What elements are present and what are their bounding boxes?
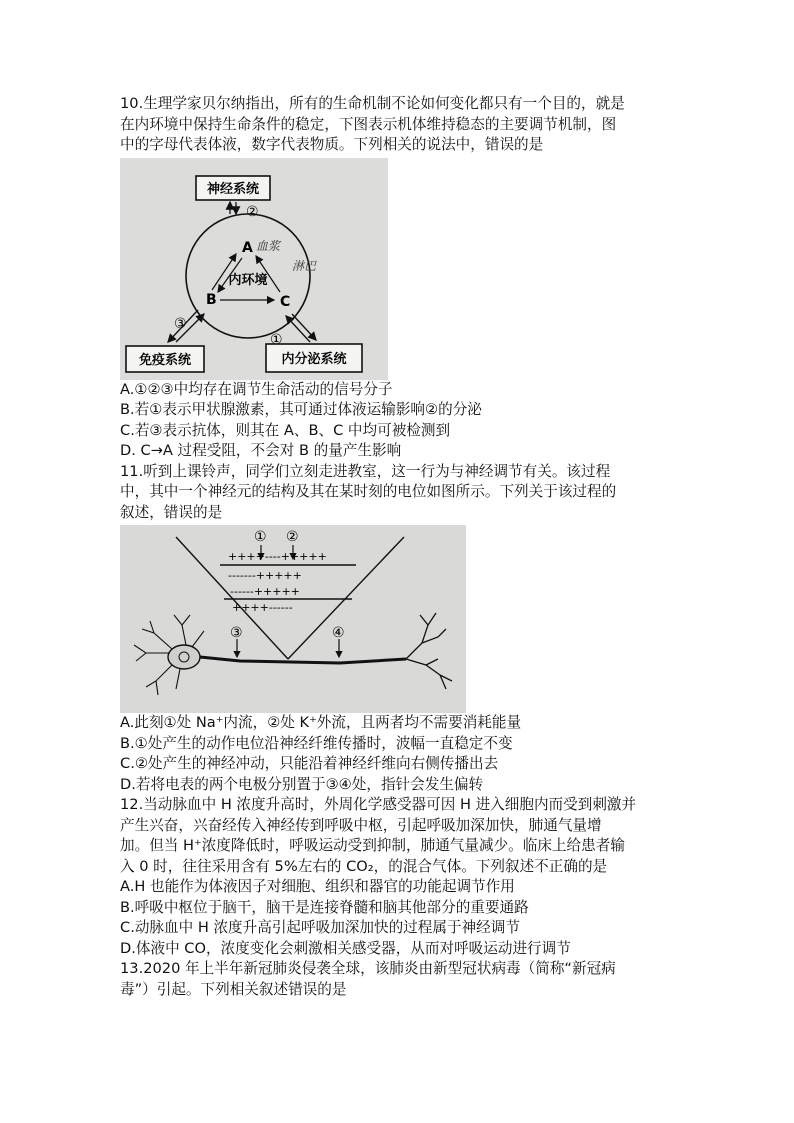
question-stem-line: 13.2020 年上半年新冠肺炎侵袭全球，该肺炎由新型冠状病毒（简称“新冠病 xyxy=(120,960,616,977)
question-11 xyxy=(120,462,680,796)
question-stem-line: 12.当动脉血中 H 浓度升高时，外周化学感受器可因 H 进入细胞内而受到刺激并 xyxy=(120,796,637,813)
question-stem-line: 中的字母代表体液，数字代表物质。下列相关的说法中，错误的是 xyxy=(120,136,544,153)
homeostasis-diagram xyxy=(120,158,388,380)
label-1: ① xyxy=(270,331,283,348)
label-3: ③ xyxy=(174,315,187,332)
endocrine-system-label: 内分泌系统 xyxy=(281,351,347,367)
label-4: ④ xyxy=(332,625,345,641)
label-C: C xyxy=(280,293,291,310)
label-1: ① xyxy=(254,529,267,545)
option-c: C.②处产生的神经冲动，只能沿着神经纤维向右侧传播出去 xyxy=(120,755,499,772)
label-A: A xyxy=(242,239,253,256)
question-stem-line: 10.生理学家贝尔纳指出，所有的生命机制不论如何变化都只有一个目的，就是 xyxy=(120,95,625,112)
question-stem-line: 在内环境中保持生命条件的稳定，下图表示机体维持稳态的主要调节机制，图 xyxy=(120,115,617,133)
label-2: ② xyxy=(246,203,259,220)
handwritten-note-c: 淋巴 xyxy=(292,258,317,273)
center-label: 内环境 xyxy=(228,272,268,288)
charge-row-1: ++++----+++++ xyxy=(228,550,327,563)
label-3: ③ xyxy=(230,625,243,641)
axon xyxy=(200,657,406,663)
nervous-system-label: 神经系统 xyxy=(206,181,260,197)
option-c: C.若③表示抗体，则其在 A、B、C 中均可被检测到 xyxy=(120,421,451,439)
question-stem-line: 产生兴奋，兴奋经传入神经传到呼吸中枢，引起呼吸加深加快，肺通气量增 xyxy=(120,816,602,834)
neuron-potential-diagram xyxy=(120,525,466,713)
cell-body xyxy=(168,645,200,669)
charge-row-3: ------+++++ xyxy=(230,585,300,598)
charge-row-4: ++++------ xyxy=(232,601,293,614)
immune-system-label: 免疫系统 xyxy=(138,352,192,368)
question-stem-line: 入 0 时，往往采用含有 5%左右的 CO₂，的混合气体。下列叙述不正确的是 xyxy=(120,857,608,875)
question-12 xyxy=(120,795,680,959)
question-stem-line: 加。但当 H⁺浓度降低时，呼吸运动受到抑制，肺通气量减少。临床上给患者输 xyxy=(120,837,625,854)
question-stem-line: 毒”）引起。下列相关叙述错误的是 xyxy=(120,980,347,998)
handwritten-note-a: 血浆 xyxy=(256,238,281,253)
axon-terminals xyxy=(406,613,452,689)
option-d: D.若将电表的两个电极分别置于③④处，指针会发生偏转 xyxy=(120,775,484,793)
question-stem-line: 叙述，错误的是 xyxy=(120,503,223,521)
exam-page xyxy=(120,94,680,1000)
label-B: B xyxy=(206,291,217,308)
question-stem-line: 11.听到上课铃声，同学们立刻走进教室，这一行为与神经调节有关。该过程 xyxy=(120,462,611,480)
option-d: D. C→A 过程受阻，不会对 B 的量产生影响 xyxy=(120,442,402,459)
label-2: ② xyxy=(286,529,299,545)
option-a: A.①②③中均存在调节生命活动的信号分子 xyxy=(120,380,393,398)
question-stem-line: 中，其中一个神经元的结构及其在某时刻的电位如图所示。下列关于该过程的 xyxy=(120,483,617,500)
option-d: D.体液中 CO，浓度变化会刺激相关感受器，从而对呼吸运动进行调节 xyxy=(120,939,571,957)
option-a: A.H 也能作为体液因子对细胞、组织和器官的功能起调节作用 xyxy=(120,878,515,895)
option-b: B.①处产生的动作电位沿神经纤维传播时，波幅一直稳定不变 xyxy=(120,734,513,752)
question-13 xyxy=(120,959,680,1000)
option-b: B.若①表示甲状腺激素，其可通过体液运输影响②的分泌 xyxy=(120,401,482,418)
option-c: C.动脉血中 H 浓度升高引起呼吸加深加快的过程属于神经调节 xyxy=(120,919,520,936)
option-a: A.此刻①处 Na⁺内流，②处 K⁺外流，且两者均不需要消耗能量 xyxy=(120,714,522,731)
question-10 xyxy=(120,94,680,462)
charge-row-2: -------+++++ xyxy=(228,569,302,582)
option-b: B.呼吸中枢位于脑干，脑干是连接脊髓和脑其他部分的重要通路 xyxy=(120,898,529,916)
